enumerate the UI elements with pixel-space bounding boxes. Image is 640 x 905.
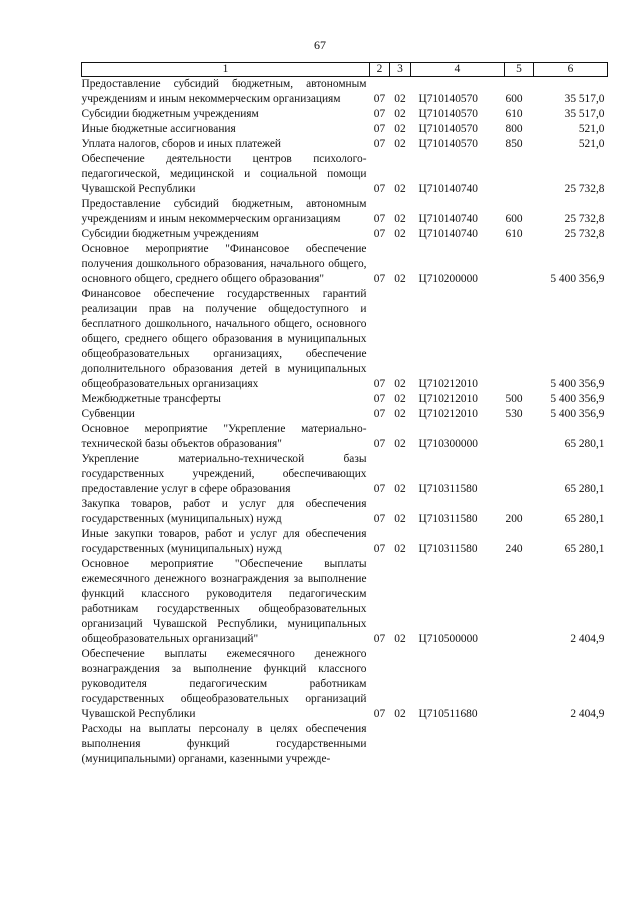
target-article-cell: Ц710511680 — [418, 708, 478, 720]
section-code-cell: 07 — [373, 108, 386, 120]
target-article-cell: Ц710140570 — [418, 123, 478, 135]
row-name-cell: Расходы на выплаты персоналу в целях обеспечения выполнения функций государственными (муниципальными) органами, казенными учрежде- — [81, 723, 367, 765]
subsection-code-cell: 02 — [394, 273, 406, 285]
section-code-cell: 07 — [373, 183, 386, 195]
target-article-cell: Ц710140740 — [418, 213, 478, 225]
target-article-cell: Ц710140570 — [418, 138, 478, 150]
row-name-cell: Иные закупки товаров, работ и услуг для обеспечения государственных (муниципальных) нужд — [81, 528, 367, 555]
row-name-cell: Основное мероприятие "Укрепление материально-технической базы объектов образования" — [81, 423, 367, 450]
expense-type-cell: 530 — [505, 408, 523, 420]
section-code-cell: 07 — [373, 543, 386, 555]
target-article-cell: Ц710140740 — [418, 228, 478, 240]
table-row — [82, 647, 608, 722]
section-code-cell: 07 — [373, 138, 386, 150]
section-code-cell: 07 — [373, 213, 386, 225]
expense-type-cell — [505, 242, 534, 287]
table-row — [82, 722, 608, 767]
amount-cell: 5 400 356,9 — [550, 393, 605, 405]
section-code-cell: 07 — [373, 633, 386, 645]
section-code-cell: 07 — [373, 393, 386, 405]
amount-cell: 5 400 356,9 — [550, 378, 605, 390]
amount-cell: 65 280,1 — [564, 483, 605, 495]
subsection-code-cell: 02 — [394, 213, 406, 225]
expense-type-cell: 600 — [505, 93, 523, 105]
target-article-cell: Ц710212010 — [418, 408, 478, 420]
section-code-cell: 07 — [373, 228, 386, 240]
expense-type-cell: 800 — [505, 123, 523, 135]
expense-type-cell: 600 — [505, 213, 523, 225]
expense-type-cell: 850 — [505, 138, 523, 150]
table-row — [82, 407, 608, 422]
table-header-row — [82, 63, 608, 77]
target-article-cell: Ц710311580 — [418, 543, 478, 555]
table-row — [82, 497, 608, 527]
column-header: 1 — [82, 63, 370, 77]
subsection-code-cell: 02 — [394, 633, 406, 645]
expense-type-cell — [505, 557, 534, 647]
row-name-cell: Закупка товаров, работ и услуг для обеспечения государственных (муниципальных) нужд — [81, 498, 367, 525]
row-name-cell: Финансовое обеспечение государственных гарантий реализации прав на получение общедоступного и бесплатного дошкольного, начального общего, основного общего, среднего общего образования в муниципальных общеобразовательных организациях, обеспечение дополнительного образования детей в муниципальных общеобразовательных организациях — [81, 288, 367, 390]
row-name-cell: Иные бюджетные ассигнования — [81, 123, 236, 135]
section-code-cell: 07 — [373, 123, 386, 135]
amount-cell: 2 404,9 — [570, 708, 605, 720]
row-name-cell: Основное мероприятие "Финансовое обеспечение получения дошкольного образования, начального общего, основного общего, среднего общего образования" — [81, 243, 367, 285]
table-row — [82, 197, 608, 227]
expense-type-cell: 240 — [505, 543, 523, 555]
expense-type-cell — [505, 452, 534, 497]
subsection-code-cell: 02 — [394, 513, 406, 525]
column-header: 4 — [411, 63, 505, 77]
table-row — [82, 287, 608, 392]
page-number: 67 — [314, 38, 326, 52]
row-name-cell: Субвенции — [81, 408, 135, 420]
subsection-code-cell: 02 — [394, 108, 406, 120]
expense-type-cell: 200 — [505, 513, 523, 525]
subsection-code-cell: 02 — [394, 138, 406, 150]
target-article-cell — [411, 722, 505, 767]
table-row — [82, 527, 608, 557]
subsection-code-cell: 02 — [394, 378, 406, 390]
row-name-cell: Укрепление материально-технической базы государственных учреждений, обеспечивающих предоставление услуг в сфере образования — [81, 453, 367, 495]
table-row — [82, 557, 608, 647]
amount-cell: 65 280,1 — [564, 513, 605, 525]
table-row — [82, 227, 608, 242]
subsection-code-cell: 02 — [394, 393, 406, 405]
subsection-code-cell: 02 — [394, 438, 406, 450]
table-row — [82, 242, 608, 287]
amount-cell: 65 280,1 — [564, 438, 605, 450]
subsection-code-cell: 02 — [394, 543, 406, 555]
expense-type-cell — [505, 422, 534, 452]
table-row — [82, 122, 608, 137]
table-row — [82, 137, 608, 152]
table-body — [82, 77, 608, 768]
amount-cell: 25 732,8 — [564, 213, 605, 225]
row-name-cell: Межбюджетные трансферты — [81, 393, 221, 405]
target-article-cell: Ц710500000 — [418, 633, 478, 645]
row-name-cell: Предоставление субсидий бюджетным, автономным учреждениям и иным некоммерческим организациям — [81, 198, 367, 225]
row-name-cell: Обеспечение деятельности центров психолого-педагогической, медицинской и социальной помощи Чувашской Республики — [81, 153, 367, 195]
section-code-cell — [370, 722, 390, 767]
column-header: 6 — [534, 63, 608, 77]
subsection-code-cell: 02 — [394, 228, 406, 240]
table-row — [82, 422, 608, 452]
section-code-cell: 07 — [373, 93, 386, 105]
subsection-code-cell: 02 — [394, 183, 406, 195]
expense-type-cell — [505, 722, 534, 767]
amount-cell — [534, 722, 608, 767]
target-article-cell: Ц710140740 — [418, 183, 478, 195]
target-article-cell: Ц710212010 — [418, 393, 478, 405]
column-header: 2 — [370, 63, 390, 77]
amount-cell: 5 400 356,9 — [550, 408, 605, 420]
expense-type-cell: 610 — [505, 108, 523, 120]
target-article-cell: Ц710311580 — [418, 483, 478, 495]
section-code-cell: 07 — [373, 378, 386, 390]
section-code-cell: 07 — [373, 408, 386, 420]
target-article-cell: Ц710200000 — [418, 273, 478, 285]
section-code-cell: 07 — [373, 438, 386, 450]
target-article-cell: Ц710140570 — [418, 108, 478, 120]
row-name-cell: Субсидии бюджетным учреждениям — [81, 228, 259, 240]
expense-type-cell — [505, 647, 534, 722]
target-article-cell: Ц710212010 — [418, 378, 478, 390]
column-header: 3 — [390, 63, 411, 77]
table-row — [82, 392, 608, 407]
amount-cell: 65 280,1 — [564, 543, 605, 555]
subsection-code-cell: 02 — [394, 408, 406, 420]
target-article-cell: Ц710140570 — [418, 93, 478, 105]
expense-type-cell — [505, 287, 534, 392]
amount-cell: 5 400 356,9 — [550, 273, 605, 285]
section-code-cell: 07 — [373, 483, 386, 495]
amount-cell: 521,0 — [578, 123, 605, 135]
row-name-cell: Предоставление субсидий бюджетным, автономным учреждениям и иным некоммерческим организациям — [81, 78, 367, 105]
expense-type-cell: 610 — [505, 228, 523, 240]
expense-type-cell: 500 — [505, 393, 523, 405]
subsection-code-cell — [390, 722, 411, 767]
row-name-cell: Субсидии бюджетным учреждениям — [81, 108, 259, 120]
amount-cell: 35 517,0 — [564, 108, 605, 120]
amount-cell: 25 732,8 — [564, 228, 605, 240]
section-code-cell: 07 — [373, 273, 386, 285]
table-row — [82, 107, 608, 122]
table-row — [82, 152, 608, 197]
section-code-cell: 07 — [373, 513, 386, 525]
table-row — [82, 452, 608, 497]
budget-table — [81, 62, 608, 767]
amount-cell: 35 517,0 — [564, 93, 605, 105]
expense-type-cell — [505, 152, 534, 197]
table-row — [82, 77, 608, 108]
row-name-cell: Обеспечение выплаты ежемесячного денежного вознаграждения за выполнение функций классного руководителя педагогическим работникам государственных общеобразовательных организаций Чувашской Республики — [81, 648, 367, 720]
amount-cell: 521,0 — [578, 138, 605, 150]
section-code-cell: 07 — [373, 708, 386, 720]
column-header: 5 — [505, 63, 534, 77]
row-name-cell: Основное мероприятие "Обеспечение выплаты ежемесячного денежного вознаграждения за выполнение функций классного руководителя педагогическим работникам государственных общеобразовательных организаций Чувашской Республики, муниципальных общеобразовательных организаций" — [81, 558, 367, 645]
amount-cell: 2 404,9 — [570, 633, 605, 645]
subsection-code-cell: 02 — [394, 483, 406, 495]
subsection-code-cell: 02 — [394, 708, 406, 720]
amount-cell: 25 732,8 — [564, 183, 605, 195]
target-article-cell: Ц710300000 — [418, 438, 478, 450]
row-name-cell: Уплата налогов, сборов и иных платежей — [81, 138, 281, 150]
subsection-code-cell: 02 — [394, 123, 406, 135]
target-article-cell: Ц710311580 — [418, 513, 478, 525]
subsection-code-cell: 02 — [394, 93, 406, 105]
